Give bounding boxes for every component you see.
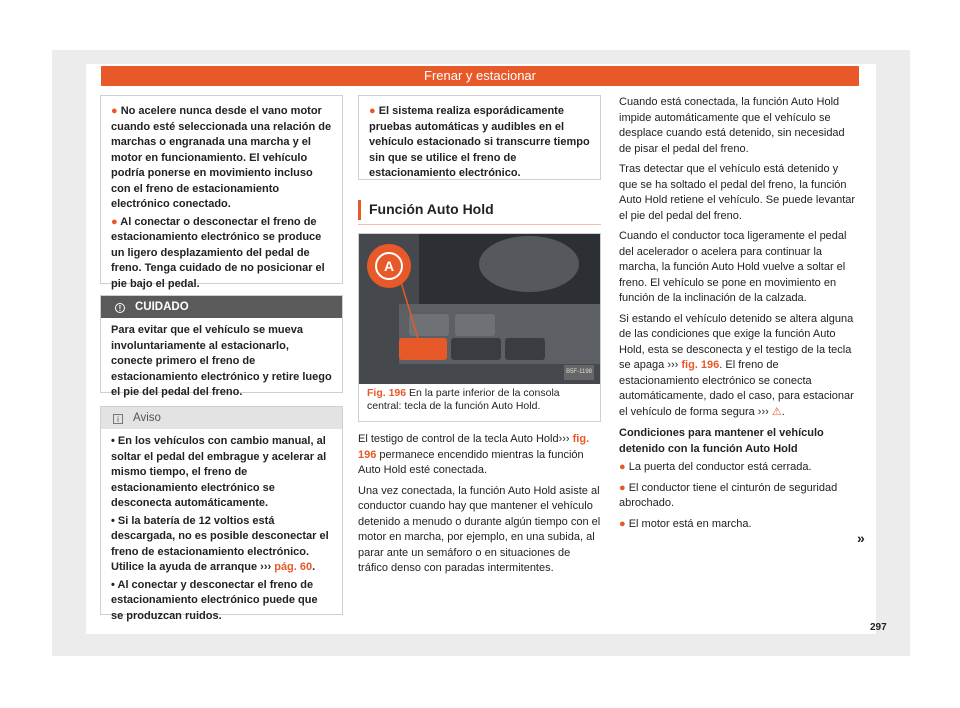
paragraph: El testigo de control de la tecla Auto Hold››› fig. 196 permanece encendido mientras la función Auto Hold esté conectada.: [358, 433, 590, 476]
fig-ref-link[interactable]: fig. 196: [358, 433, 590, 461]
info-circle-icon: !: [115, 303, 125, 313]
caution-header: ! CUIDADO: [101, 296, 342, 318]
paragraph: Una vez conectada, la función Auto Hold asiste al conductor cuando hay que mantener el vehículo detenido a menudo o durante algún tiempo con el motor en marcha, por ejemplo, en una subida, al parar ante un semáforo o en situaciones de tráfico denso con paradas intermitentes.: [358, 484, 601, 574]
paragraph: Si estando el vehículo detenido se altera alguna de las condiciones que exige la función Auto Hold, esta se desconecta y el testigo de la tecla se apaga ››› fig. 196. El freno de estacionamiento electrónico se conecta automáticamente, dado el caso, para estacionar el vehículo de forma segura ››› ⚠.: [619, 312, 854, 418]
figure-badge: A: [383, 258, 395, 274]
notice-item: • Si la batería de 12 voltios está descargada, no es posible desconectar el freno de estacionamiento electrónico. Utilice la ayuda de arranque ››› pág. 60.: [111, 514, 329, 573]
section-heading: Función Auto Hold: [358, 200, 601, 220]
figure-code: B5F-1198: [564, 365, 594, 381]
body-text: [358, 432, 601, 577]
list-item: ● La puerta del conductor está cerrada.: [619, 461, 812, 473]
notice-item: • Al conectar y desconectar el freno de estacionamiento electrónico puede que se produzcan ruidos.: [111, 578, 318, 622]
figure-caption: Fig. 196 En la parte inferior de la consola central: tecla de la función Auto Hold.: [367, 387, 560, 412]
notice-body: [101, 429, 342, 631]
page-header: Frenar y estacionar: [101, 66, 859, 86]
notice-item: • En los vehículos con cambio manual, al soltar el pedal del embrague y acelerar al mismo tiempo, el freno de estacionamiento electrónico se desconecta automáticamente.: [111, 435, 327, 509]
list-item: ● El motor está en marcha.: [619, 517, 752, 530]
info-square-icon: i: [113, 414, 123, 424]
column-right: [619, 95, 859, 537]
fig-ref-link[interactable]: fig. 196: [681, 359, 720, 371]
continue-marker: »: [857, 530, 865, 546]
warning-box: [100, 95, 343, 290]
figure-image: [359, 234, 600, 384]
paragraph: Cuando el conductor toca ligeramente el pedal del acelerador o acelera para continuar la marcha, la función Auto Hold vuelve a soltar el freno. El vehículo se pone en movimiento en función de la inclinación de la calzada.: [619, 230, 847, 304]
page-ref-link[interactable]: pág. 60: [274, 561, 313, 573]
bullet-icon: ●: [619, 481, 629, 494]
notice-box: [100, 406, 343, 622]
page-number: 297: [870, 622, 887, 633]
notice-header: i Aviso: [101, 407, 342, 429]
column-left: [100, 95, 343, 622]
caution-box: [100, 295, 343, 398]
console-illustration: [359, 234, 600, 384]
caution-text: Para evitar que el vehículo se mueva involuntariamente al estacionarlo, conecte primero el freno de estacionamiento electrónico y retire luego el pie del pedal del freno.: [111, 324, 332, 398]
column-middle: [358, 95, 601, 582]
bullet-icon: ●: [619, 517, 629, 530]
figure: [358, 233, 601, 422]
subheading: Condiciones para mantener el vehículo detenido con la función Auto Hold: [619, 427, 824, 455]
list-item: ● El conductor tiene el cinturón de seguridad abrochado.: [619, 481, 838, 509]
bullet-icon: ●: [369, 105, 379, 117]
warning-box: ● El sistema realiza esporádicamente pruebas automáticas y audibles en el vehículo estacionado si transcurre tiempo sin que se utilice el freno de estacionamiento electrónico.: [358, 95, 601, 180]
bullet-icon: ●: [111, 105, 121, 117]
paragraph: Cuando está conectada, la función Auto Hold impide automáticamente que el vehículo se desplace cuando está detenido, sin necesidad de pisar el pedal del freno.: [619, 96, 845, 155]
bullet-icon: ●: [111, 215, 121, 228]
warning-triangle-icon: ⚠: [771, 405, 782, 418]
warning-item: ● Al conectar o desconectar el freno de estacionamiento electrónico se produce un ligero desplazamiento del pedal de freno. Tenga cuidado de no posicionar el pie bajo el pedal.: [111, 215, 325, 290]
section-divider: [358, 224, 601, 225]
warning-item: ● No acelere nunca desde el vano motor cuando esté seleccionada una relación de marchas o engranada una marcha y el motor en funcionamiento. El vehículo podría ponerse en movimiento incluso con el freno de estacionamiento electrónico conectado.: [111, 105, 332, 210]
bullet-icon: ●: [619, 461, 629, 473]
paragraph: Tras detectar que el vehículo está detenido y que se ha soltado el pedal del freno, la función Auto Hold retiene el vehículo. Se puede levantar el pie del pedal del freno.: [619, 163, 856, 222]
